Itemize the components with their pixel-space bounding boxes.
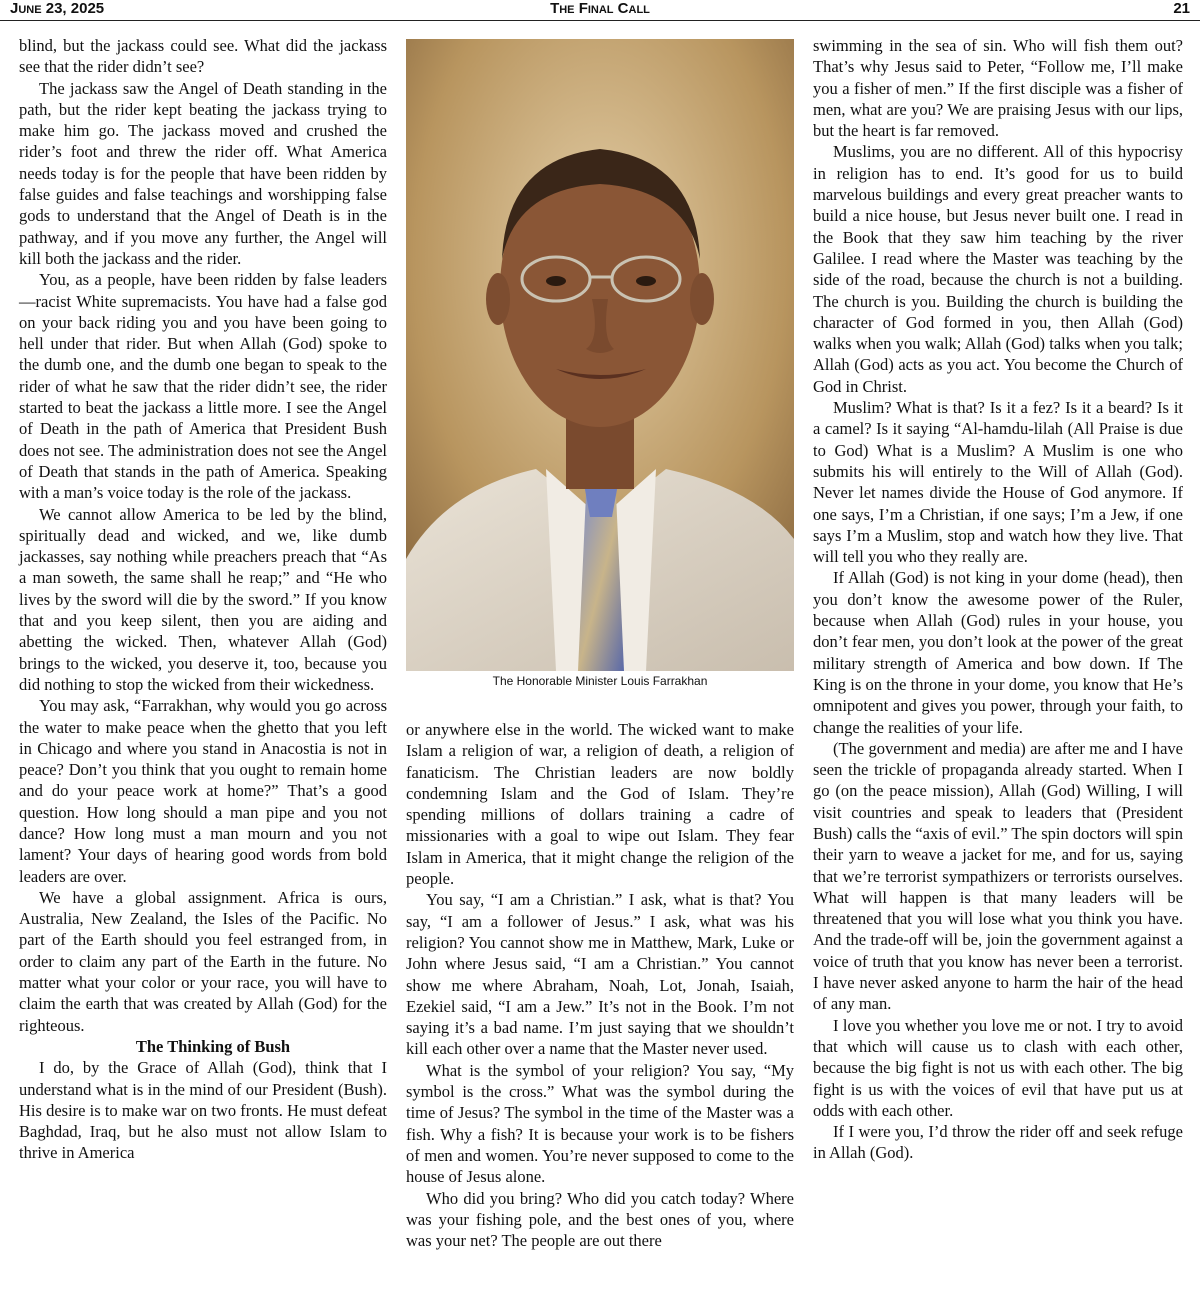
paragraph: If I were you, I’d throw the rider off and seek refuge in Allah (God).	[813, 1122, 1183, 1163]
paragraph: or anywhere else in the world. The wicked want to make Islam a religion of war, a religion of death, a religion of fanaticism. The Christian leaders are now boldly condemning Islam and the God of Islam. They’re spending millions of dollars training a cadre of missionaries with a goal to wipe out Islam. They fear Islam in America, that it might change the religion of the people.	[406, 720, 794, 889]
paragraph: You may ask, “Farrakhan, why would you go across the water to make peace when the ghetto that you left in Chicago and where you stand in Anacostia is not in peace? Don’t you think that you ought to remain home and do your peace work at home?” That’s a good question. How long should a man pipe and you not dance? How long must a man mourn and you not lament? Your days of hearing good words from bold leaders are over.	[19, 696, 387, 886]
paragraph: blind, but the jackass could see. What did the jackass see that the rider didn’t see?	[19, 36, 387, 77]
paragraph: Muslim? What is that? Is it a fez? Is it a beard? Is it a camel? Is it saying “Al-hamdu-lilah (All Praise is due to God) What is a Muslim? A Muslim is one who submits his will entirely to the Will of Allah (God). Never let names divide the House of God anymore. If one says, I’m a Christian, if one says; I’m a Jew, if one says I’m a Muslim, stop and watch how they live. That will tell you who they really are.	[813, 398, 1183, 567]
paragraph: (The government and media) are after me and I have seen the trickle of propaganda already started. When I go (on the peace mission), Allah (God) Willing, I will visit countries and speak to leaders that (President Bush) calls the “axis of evil.” The spin doctors will spin their yarn to weave a jacket for me, and for us, saying that we’re terrorist sympathizers or terrorists ourselves. What will happen is that many leaders will be threatened that you will lose what you think you have. And the trade-off will be, join the government against a voice of truth that you know has never been a terrorist. I have never asked anyone to harm the hair of the head of any man.	[813, 738, 1183, 1014]
section-subhead: The Thinking of Bush	[135, 1036, 291, 1056]
photo-caption: The Honorable Minister Louis Farrakhan	[492, 674, 708, 688]
page-header	[0, 0, 1200, 21]
paragraph: You, as a people, have been ridden by false leaders—racist White supremacists. You have had a false god on your back riding you and you have been going to hell under that rider. But when Allah (God) spoke to the dumb one, and the dumb one began to speak to the rider of what he saw that the rider didn’t see, the rider started to beat the jackass a little more. I see the Angel of Death in the path of America that President Bush does not see. The administration does not see the Angel of Death that stands in the path of America. Speaking with a man’s voice today is the role of the jackass.	[19, 270, 387, 503]
paragraph: We have a global assignment. Africa is ours, Australia, New Zealand, the Isles of the Pacific. No part of the Earth should you feel estranged from, in order to claim any part of the Earth in the future. No matter what your color or your race, you will have to claim the earth that was created by Allah (God) for the righteous.	[19, 887, 387, 1035]
issue-date: June 23, 2025	[10, 0, 105, 17]
paragraph: What is the symbol of your religion? You say, “My symbol is the cross.” What was the symbol during the time of Jesus? The symbol in the time of the Master was a fish. Why a fish? It is because your work is to be fishers of men and women. You’re never supposed to come to the house of Jesus alone.	[406, 1060, 794, 1187]
paragraph: swimming in the sea of sin. Who will fish them out? That’s why Jesus said to Peter, “Follow me, I’ll make you a fisher of men.” If the first disciple was a fisher of men, what are you? We are praising Jesus with our lips, but the heart is far removed.	[813, 36, 1183, 141]
portrait-illustration	[406, 39, 794, 671]
paragraph: I love you whether you love me or not. I try to avoid that which will cause us to clash with each other, because the big fight is not us with each other. The big fight is us with the voices of evil that have put us at odds with each other.	[813, 1015, 1183, 1120]
article-column-3	[813, 35, 1183, 1164]
paragraph: We cannot allow America to be led by the blind, spiritually dead and wicked, and we, like dumb jackasses, say nothing while preachers preach that “As a man soweth, the same shall he reap;” and “He who lives by the sword will die by the sword.” If you know that and you keep silent, then you are aiding and abetting the wicked. Then, whatever Allah (God) brings to the wicked, you deserve it, too, because you did nothing to stop the wicked from their wickedness.	[19, 504, 387, 694]
paragraph: Who did you bring? Who did you catch today? Where was your fishing pole, and the best ones of you, where was your net? The people are out there	[406, 1188, 794, 1251]
paragraph: Muslims, you are no different. All of this hypocrisy in religion has to end. It’s good for us to build marvelous buildings and every great preacher wants to build a nice house, but Jesus never built one. I read in the Book that they saw him teaching by the river Galilee. I read where the Master was teaching by the side of the road, because the church is not a building. The church is you. Building the church is building the character of God formed in you, then Allah (God) walks when you walk; Allah (God) talks when you talk; Allah (God) acts as you act. You become the Church of God in Christ.	[813, 142, 1183, 396]
paragraph: The jackass saw the Angel of Death standing in the path, but the rider kept beating the jackass trying to make him go. The jackass moved and crushed the rider’s foot and threw the rider off. What America needs today is for the people that have been ridden by false guides and false teachings and worshipping false gods to understand that the Angel of Death is in the pathway, and if you move any further, the Angel will kill both the jackass and the rider.	[19, 78, 387, 268]
paragraph: If Allah (God) is not king in your dome (head), then you don’t know the awesome power of the Ruler, because when Allah (God) rules in your house, you don’t fear men, you don’t look at the power of the great military strength of America and bow down. If The King is on the throne in your dome, you know that He’s omnipotent and gives you power, through your faith, to change the realities of your life.	[813, 568, 1183, 737]
paragraph: You say, “I am a Christian.” I ask, what is that? You say, “I am a follower of Jesus.” I ask, what was his religion? You cannot show me in Matthew, Mark, Luke or John where Jesus said, “I am a Christian.” You cannot show me where Abraham, Noah, Lot, Jonah, Isaiah, Ezekiel said, “I am a Jew.” It’s not in the Book. I’m not saying it’s a bad name. I’m just saying that we shouldn’t kill each other over a name that the Master never used.	[406, 890, 794, 1059]
article-column-1	[19, 35, 387, 1164]
page-number: 21	[1173, 0, 1190, 17]
article-column-2	[406, 719, 794, 1251]
publication-name: The Final Call	[550, 0, 650, 17]
paragraph: I do, by the Grace of Allah (God), think that I understand what is in the mind of our President (Bush). His desire is to make war on two fronts. He must defeat Baghdad, Iraq, but he also must not allow Islam to thrive in America	[19, 1058, 387, 1163]
portrait-photo	[406, 39, 794, 671]
